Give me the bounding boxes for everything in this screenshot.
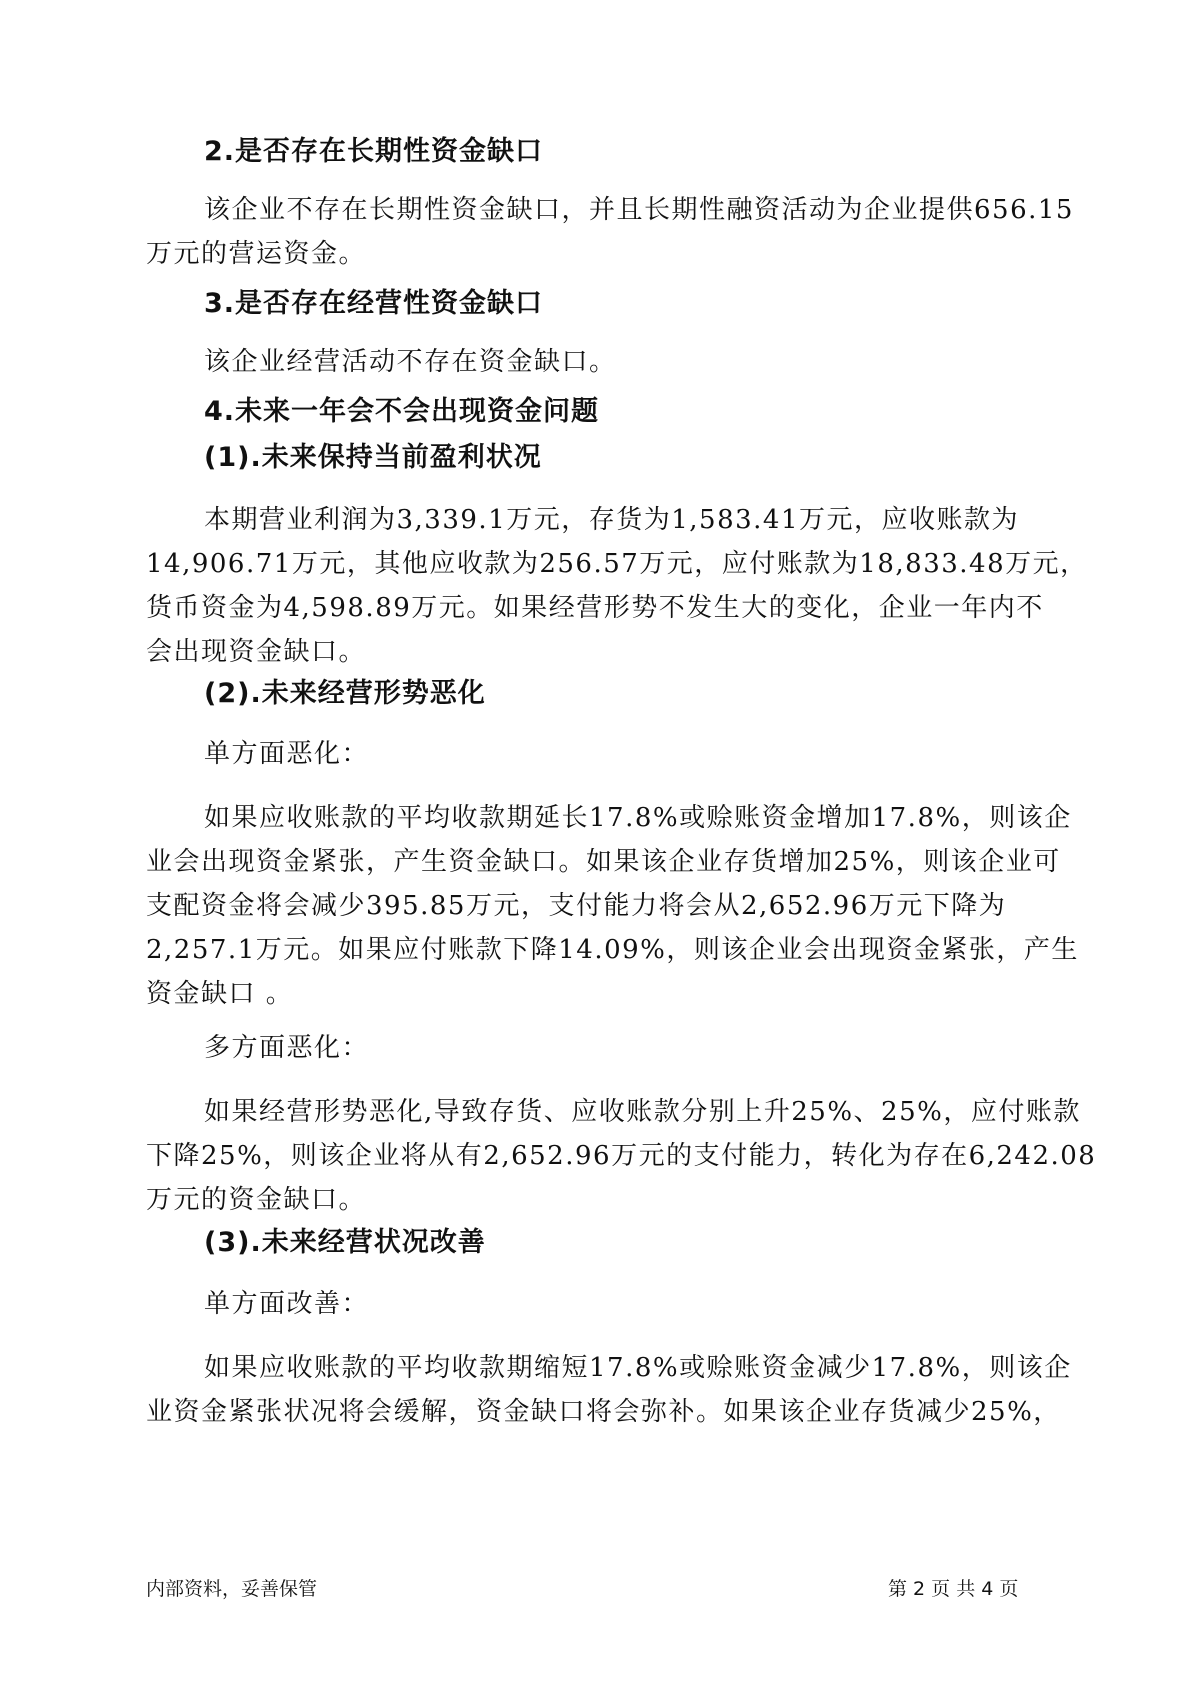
text-line: 资金缺口 。 bbox=[146, 979, 294, 1009]
paragraph-single-improve bbox=[146, 1346, 1072, 1434]
paragraph-operating-gap bbox=[146, 340, 1046, 384]
text-line: 本期营业利润为3,339.1万元，存货为1,583.41万元，应收账款为 bbox=[204, 505, 1020, 535]
text-line: 2,257.1万元。如果应付账款下降14.09%，则该企业会出现资金紧张，产生 bbox=[146, 935, 1079, 965]
text-line: 该企业不存在长期性资金缺口，并且长期性融资活动为企业提供656.15 bbox=[204, 195, 1074, 225]
text-line: 货币资金为4,598.89万元。如果经营形势不发生大的变化，企业一年内不 bbox=[146, 593, 1044, 623]
text-line: 万元的资金缺口。 bbox=[146, 1185, 367, 1215]
text-line: 业资金紧张状况将会缓解，资金缺口将会弥补。如果该企业存货减少25%， bbox=[146, 1397, 1061, 1427]
heading-keep-profit: (1).未来保持当前盈利状况 bbox=[204, 442, 542, 473]
text-line: 14,906.71万元，其他应收款为256.57万元，应付账款为18,833.48万元， bbox=[146, 549, 1088, 579]
paragraph-keep-profit bbox=[146, 498, 1088, 674]
heading-improve: (3).未来经营状况改善 bbox=[204, 1227, 486, 1258]
paragraph-long-term-gap bbox=[146, 188, 1074, 276]
text-line: 下降25%，则该企业将从有2,652.96万元的支付能力，转化为存在6,242.08 bbox=[146, 1141, 1097, 1171]
text-line: 该企业经营活动不存在资金缺口。 bbox=[204, 347, 617, 377]
heading-long-term-gap: 2.是否存在长期性资金缺口 bbox=[204, 136, 544, 167]
label-single-improve bbox=[146, 1282, 1046, 1326]
paragraph-multi-worsen bbox=[146, 1090, 1097, 1222]
text-line: 万元的营运资金。 bbox=[146, 239, 367, 269]
paragraph-single-worsen bbox=[146, 796, 1079, 1016]
footer-page-number: 第 2 页 共 4 页 bbox=[888, 1578, 1019, 1600]
label-multi-worsen bbox=[146, 1026, 1046, 1070]
text-line: 业会出现资金紧张，产生资金缺口。如果该企业存货增加25%，则该企业可 bbox=[146, 847, 1061, 877]
text-line: 如果应收账款的平均收款期缩短17.8%或赊账资金减少17.8%，则该企 bbox=[204, 1353, 1072, 1383]
text-line: 如果应收账款的平均收款期延长17.8%或赊账资金增加17.8%，则该企 bbox=[204, 803, 1072, 833]
text-line: 单方面改善： bbox=[204, 1289, 370, 1319]
text-line: 支配资金将会减少395.85万元，支付能力将会从2,652.96万元下降为 bbox=[146, 891, 1007, 921]
label-single-worsen bbox=[146, 732, 1046, 776]
heading-future-year: 4.未来一年会不会出现资金问题 bbox=[204, 396, 600, 427]
text-line: 多方面恶化： bbox=[204, 1033, 370, 1063]
text-line: 如果经营形势恶化,导致存货、应收账款分别上升25%、25%，应付账款 bbox=[204, 1097, 1081, 1127]
text-line: 会出现资金缺口。 bbox=[146, 637, 367, 667]
footer-confidential: 内部资料，妥善保管 bbox=[146, 1578, 318, 1600]
heading-worsen: (2).未来经营形势恶化 bbox=[204, 678, 486, 709]
text-line: 单方面恶化： bbox=[204, 739, 370, 769]
heading-operating-gap: 3.是否存在经营性资金缺口 bbox=[204, 288, 544, 319]
